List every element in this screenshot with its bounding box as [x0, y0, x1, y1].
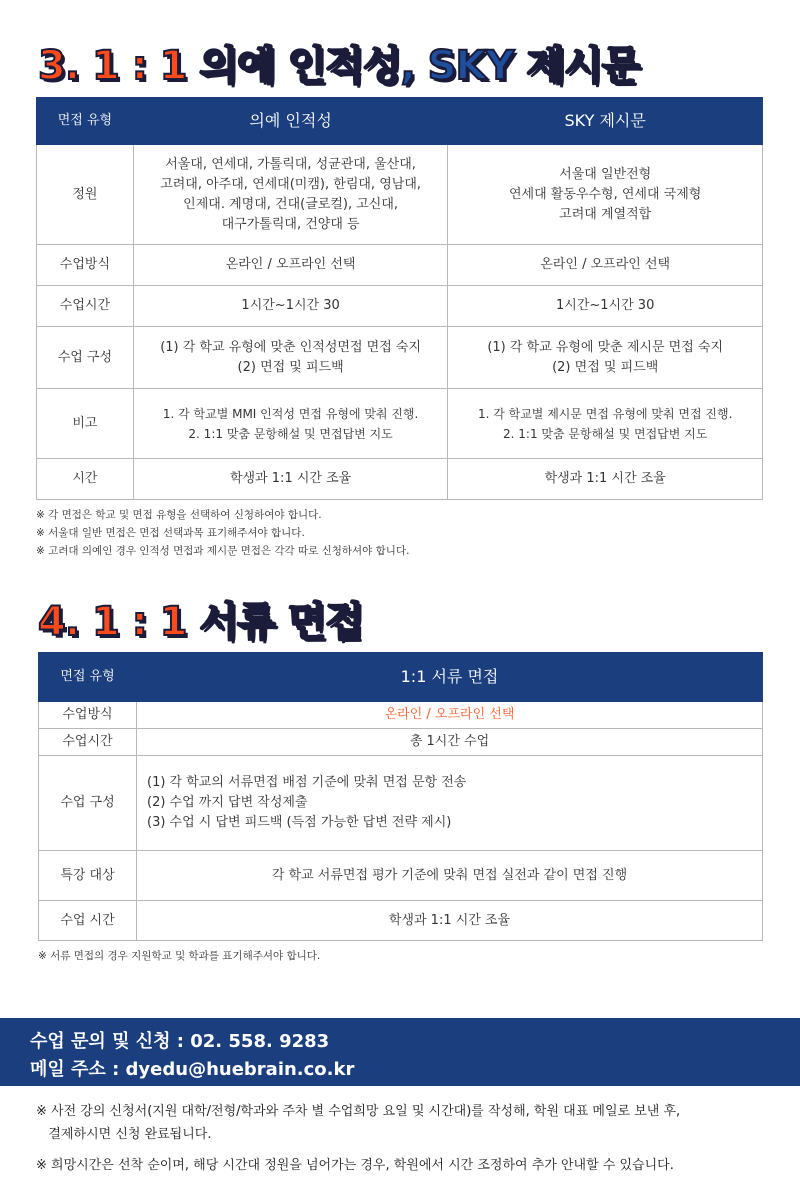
cell-hours-medical: 1시간~1시간 30 [133, 286, 448, 327]
row-label: 특강 대상 [39, 851, 137, 901]
section3-title-text: 의예 인적성, SKY 제시문 [199, 43, 640, 89]
cell-line: (1) 각 학교의 서류면접 배점 기준에 맞춰 면접 문항 전송 [147, 775, 467, 790]
table-row [39, 851, 763, 901]
header-cell-type: 면접 유형 [39, 653, 137, 702]
table-row [37, 245, 763, 286]
note-item: ※ 서류 면접의 경우 지원학교 및 학과를 표기해주셔야 합니다. [38, 947, 320, 965]
bottom-note-line: ※ 사전 강의 신청서(지원 대학/전형/학과와 주차 별 수업희망 요일 및 시간대)를 작성해, 학원 대표 메일로 보낸 후, [36, 1104, 681, 1119]
row-label: 수업방식 [37, 245, 134, 286]
table-row [37, 145, 763, 245]
cell-line: 고려대 계열적합 [559, 206, 652, 222]
row-label: 수업시간 [39, 729, 137, 756]
row-label: 시간 [37, 459, 134, 500]
cell-time-sky: 학생과 1:1 시간 조율 [448, 459, 763, 500]
header-cell-medical: 의예 인적성 [133, 98, 448, 145]
cell-line: 인제대. 계명대, 건대(글로컬), 고신대, [183, 196, 399, 212]
bottom-notes [36, 1100, 680, 1177]
cell-line: 고려대, 아주대, 연세대(미캠), 한림대, 영남대, [160, 176, 422, 192]
section4-header-row [39, 653, 763, 702]
row-label: 수업시간 [37, 286, 134, 327]
cell-note-medical [133, 389, 448, 459]
cell-hours: 총 1시간 수업 [137, 729, 763, 756]
contact-phone: 수업 문의 및 신청 : 02. 558. 9283 [30, 1031, 330, 1052]
section3-table [36, 97, 763, 500]
cell-hours-sky: 1시간~1시간 30 [448, 286, 763, 327]
cell-line: 1. 각 학교별 MMI 인적성 면접 유형에 맞춰 진행. [162, 406, 419, 421]
cell-line: 2. 1:1 맞춤 문항해설 및 면접답변 지도 [503, 426, 708, 441]
cell-line: 대구가톨릭대, 건양대 등 [221, 216, 360, 232]
cell-line: (2) 면접 및 피드백 [237, 359, 344, 375]
section4-title [38, 590, 363, 647]
cell-quota-medical [133, 145, 448, 245]
bottom-note-line: ※ 희망시간은 선착 순이며, 해당 시간대 정원을 넘어가는 경우, 학원에서 시간 조정하여 추가 안내할 수 있습니다. [36, 1158, 674, 1173]
table-row [39, 756, 763, 851]
section4-title-number: 4. 1 : 1 [38, 599, 187, 645]
contact-bar [0, 1018, 800, 1086]
table-row [37, 389, 763, 459]
row-label: 비고 [37, 389, 134, 459]
note-item: ※ 서울대 일반 면접은 면접 선택과목 표기해주셔야 합니다. [36, 524, 409, 542]
cell-target: 각 학교 서류면접 평가 기준에 맞춰 면접 실전과 같이 면접 진행 [137, 851, 763, 901]
cell-structure-medical [133, 327, 448, 389]
cell-line: (3) 수업 시 답변 피드백 (득점 가능한 답변 전략 제시) [147, 815, 452, 830]
row-label: 수업 구성 [39, 756, 137, 851]
row-label: 수업방식 [39, 702, 137, 729]
cell-quota-sky [448, 145, 763, 245]
cell-line: 서울대, 연세대, 가톨릭대, 성균관대, 울산대, [165, 156, 416, 172]
table-row [39, 901, 763, 941]
cell-note-sky [448, 389, 763, 459]
cell-time-medical: 학생과 1:1 시간 조율 [133, 459, 448, 500]
table-row [39, 729, 763, 756]
row-label: 수업 시간 [39, 901, 137, 941]
cell-line: 2. 1:1 맞춤 문항해설 및 면접답변 지도 [188, 426, 393, 441]
cell-method-medical: 온라인 / 오프라인 선택 [133, 245, 448, 286]
row-label: 정원 [37, 145, 134, 245]
section3-title [38, 34, 639, 91]
cell-line: 1. 각 학교별 제시문 면접 유형에 맞춰 면접 진행. [477, 406, 733, 421]
row-label: 수업 구성 [37, 327, 134, 389]
header-cell-type: 면접 유형 [37, 98, 134, 145]
cell-method: 온라인 / 오프라인 선택 [137, 702, 763, 729]
cell-line: (1) 각 학교 유형에 맞춘 제시문 면접 숙지 [487, 339, 724, 355]
header-cell-document: 1:1 서류 면접 [137, 653, 763, 702]
cell-structure [137, 756, 763, 851]
contact-email[interactable]: 메일 주소 : dyedu@huebrain.co.kr [30, 1059, 355, 1080]
cell-line: 서울대 일반전형 [559, 166, 652, 182]
bottom-note-line: 결제하시면 신청 완료됩니다. [36, 1127, 212, 1142]
cell-line: (2) 수업 까지 답변 작성제출 [147, 795, 308, 810]
section4-title-text: 서류 면접 [199, 599, 363, 645]
cell-line: (1) 각 학교 유형에 맞춘 인적성면접 면접 숙지 [160, 339, 422, 355]
cell-line: (2) 면접 및 피드백 [552, 359, 659, 375]
cell-time: 학생과 1:1 시간 조율 [137, 901, 763, 941]
header-cell-sky: SKY 제시문 [448, 98, 763, 145]
section3-notes [36, 506, 409, 560]
section4-notes [38, 947, 320, 965]
table-row [37, 459, 763, 500]
cell-line: 연세대 활동우수형, 연세대 국제형 [509, 186, 702, 202]
table-row [37, 286, 763, 327]
table-row [37, 327, 763, 389]
cell-method-sky: 온라인 / 오프라인 선택 [448, 245, 763, 286]
note-item: ※ 각 면접은 학교 및 면접 유형을 선택하여 신청하여야 합니다. [36, 506, 409, 524]
cell-structure-sky [448, 327, 763, 389]
note-item: ※ 고려대 의예인 경우 인적성 면접과 제시문 면접은 각각 따로 신청하셔야 합니다. [36, 542, 409, 560]
section3-header-row [37, 98, 763, 145]
section4-table [38, 652, 763, 941]
section3-title-number: 3. 1 : 1 [38, 43, 187, 89]
table-row [39, 702, 763, 729]
